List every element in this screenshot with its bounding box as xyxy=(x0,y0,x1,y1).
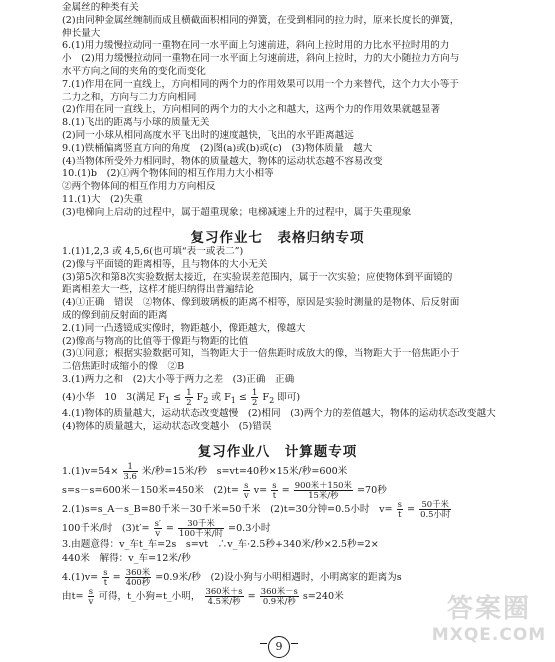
numerator: 900米＋150米 xyxy=(294,480,352,490)
watermark-logo xyxy=(429,588,549,658)
denominator: 2 xyxy=(186,397,192,407)
text-line: 小 (2)用力缓慢拉动同一重物在同一水平面上匀速前进，斜向上拉时，力的大小随拉力方向与 xyxy=(62,53,460,65)
text-line: (2)像与平面镜的距离相等，且与物体的大小无关 xyxy=(62,258,268,270)
section-heading-7: 复习作业七 表格归纳专项 xyxy=(190,230,365,246)
text-line: 6.(1)用力缓慢拉动同一重物在同一水平面上匀速前进，斜向上拉时用的力比水平拉时用的力 xyxy=(62,40,450,52)
text-line: (3)①同意；根据实验数据可知，当物距大于一倍焦距时成放大的像，当物距大于一倍焦距小于 xyxy=(62,348,460,360)
math-text: =0.3小时 xyxy=(228,523,271,534)
fraction xyxy=(125,568,151,587)
math-text: F xyxy=(196,392,204,403)
text-line: (2)作用在同一直线上，方向相同的两个力的大小之和越大，这两个力的作用效果就越显著 xyxy=(62,104,441,116)
fraction-line xyxy=(62,388,544,407)
fraction xyxy=(102,568,108,587)
math-text: F xyxy=(262,392,270,403)
denominator: t xyxy=(103,577,108,587)
text-line: 7.(1)作用在同一直线上，方向相同的两个力的作用效果可以用一个力来替代，这个力大小等于 xyxy=(62,78,459,90)
math-text: v= xyxy=(253,485,268,496)
text-line: (3)第5次和第8次实验数据太接近，在实验误差范围内，属于一次实验；应使物体到平面镜的 xyxy=(62,271,453,283)
math-text: 可得，t_小狗=t_小明， xyxy=(98,591,201,602)
subscript: 1 xyxy=(164,395,171,405)
fraction xyxy=(260,587,299,606)
math-text: (4)小华 10 3(满足 F xyxy=(62,392,165,403)
math-text: 米/秒=15米/秒 s=vt=40秒×15米/秒=600米 xyxy=(141,466,348,477)
text-line: 金属丝的种类有关 xyxy=(62,2,139,13)
math-text: ≤ xyxy=(173,392,182,403)
text-line: 二力之和，方向与二力方向相同 xyxy=(62,91,197,103)
fraction xyxy=(251,388,258,407)
denominator: 2 xyxy=(252,397,258,407)
math-text: = xyxy=(247,591,256,602)
text-line: (4)①正确 错误 ②物体、像到玻璃板的距离不相等，原因是实验时测量的是物体、后反射面 xyxy=(62,297,460,309)
answer-block-3 xyxy=(62,408,540,434)
section-heading-8: 复习作业八 计算题专项 xyxy=(197,444,358,460)
denominator: 0.9米/秒 xyxy=(262,596,296,606)
math-row xyxy=(62,462,544,481)
numerator: s xyxy=(244,480,249,490)
text-line: 9.(1)铁桶偏离竖直方向的角度 (2)图(a)或(b)或(c) (3)物体质量 越大 xyxy=(62,142,373,154)
fraction xyxy=(419,500,451,519)
subscript: 2 xyxy=(203,395,209,405)
numerator: s xyxy=(397,499,402,509)
subscript: 1 xyxy=(230,395,236,405)
numerator: 360米 xyxy=(125,567,151,577)
numerator: s xyxy=(103,567,108,577)
math-text: 即可) xyxy=(277,392,301,403)
numerator: 360米－s xyxy=(260,586,298,596)
math-text: =600米－150米=450米 (2)t= xyxy=(94,485,239,496)
math-text: = xyxy=(407,504,416,515)
fraction xyxy=(294,481,353,500)
fraction xyxy=(271,481,277,500)
denominator: 0.5小时 xyxy=(420,509,451,519)
text-line: ②两个物体间的相互作用力方向相反 xyxy=(62,181,216,193)
math-text: 440米 解得：v_车=12米/秒 xyxy=(62,553,191,564)
text-line: 1.(1)1,2,3 或 4,5,6(也可填“表一或表二”) xyxy=(62,246,244,257)
numerator: 1 xyxy=(186,387,192,397)
numerator: 360米＋s xyxy=(205,586,243,596)
fraction xyxy=(243,481,250,500)
text-line: 伸长量大 xyxy=(62,27,101,39)
text-line: 水平方向之间的夹角的变化而变化 xyxy=(62,65,206,77)
math-text: = xyxy=(165,523,174,534)
denominator: 3.6 xyxy=(123,471,137,481)
math-text: 由t= xyxy=(62,591,84,602)
text-line: (4)当物体所受外力相同时，物体的质量越大，物体的运动状态越不容易改变 xyxy=(62,155,383,167)
fraction xyxy=(123,462,138,481)
text-line: 成的像到前反射面的距离 xyxy=(62,309,168,321)
text-line: (3)电梯向上启动的过程中，属于超重现象；电梯减速上升的过程中，属于失重现象 xyxy=(62,206,412,218)
numerator: 30千米 xyxy=(178,519,224,529)
text-line: (2)像高与物高的比值等于像距与物距的比值 xyxy=(62,335,249,347)
math-text: 1.(1)v=54× xyxy=(62,466,119,477)
denominator: 15米/秒 xyxy=(308,490,339,500)
text-line: 11.(1)大 (2)失重 xyxy=(62,193,143,205)
text-line: 4.(1)物体的质量越大，运动状态改变越慢 (2)相同 (3)两个力的差值越大，物体的运动状态改变越大 xyxy=(62,408,496,419)
math-text: 2.(1)s=s_A－s_B=80千米－30千米=50千米 (2)t=30分钟=0.5小时 v= xyxy=(62,504,393,515)
denominator: v xyxy=(243,490,249,500)
math-row xyxy=(62,519,544,538)
math-text: 100千米/时 (3)t′= xyxy=(62,523,150,534)
denominator: t xyxy=(398,509,402,519)
watermark-url: MXQE.COM xyxy=(431,625,547,645)
text-line: 8.(1)飞出的距离与小球的质量无关 xyxy=(62,117,210,129)
text-line: 3.(1)两力之和 (2)大小等于两力之差 (3)正确 正确 xyxy=(62,373,295,385)
text-line: 2.(1)同一凸透镜成实像时，物距越小，像距越大，像越大 xyxy=(62,322,306,334)
math-text: = xyxy=(112,572,121,583)
math-text: s xyxy=(62,485,67,496)
text-line: (4)物体的质量越大，运动状态改变越小 (5)错误 xyxy=(62,420,272,432)
fraction xyxy=(178,519,224,538)
text-line: 距离相差大一些，这样才能归纳得出普遍结论 xyxy=(62,284,254,296)
text-line: 二倍焦距时成缩小的像 ②B xyxy=(62,361,185,373)
math-row xyxy=(62,568,544,587)
math-text: 或 F xyxy=(211,392,231,403)
denominator: 400秒 xyxy=(125,577,151,587)
fraction xyxy=(154,519,162,538)
denominator: t xyxy=(272,490,277,500)
fraction xyxy=(88,587,95,606)
math-row xyxy=(62,500,544,519)
denominator: v xyxy=(155,528,161,538)
math-row xyxy=(62,538,544,552)
answer-block-2 xyxy=(62,246,540,387)
numerator: 1 xyxy=(123,462,138,472)
math-text: =70秒 xyxy=(356,485,387,496)
numerator: s xyxy=(272,480,277,490)
text-line: 10.(1)b (2)①两个物体间的相互作用力大小相等 xyxy=(62,168,274,180)
math-row xyxy=(62,481,544,500)
answer-block-1 xyxy=(62,2,540,220)
text-line: (2)由同种金属丝缠制而成且横截面积相同的弹簧，在受到相同的拉力时，原来长度长的弹簧， xyxy=(62,14,460,26)
numerator: s′ xyxy=(154,518,161,528)
math-text: =s xyxy=(66,485,80,496)
page-number: 9 xyxy=(268,636,290,658)
math-row xyxy=(62,552,544,568)
numerator: 1 xyxy=(252,387,258,397)
fraction xyxy=(205,587,244,606)
calculation-answers xyxy=(62,462,544,606)
subscript: 2 xyxy=(269,395,275,405)
text-line: (2)同一小球从相同高度水平飞出时的速度越快，飞出的水平距离越远 xyxy=(62,129,354,141)
math-text: =0.9米/秒 (2)设小狗与小明相遇时，小明离家的距离为s xyxy=(155,572,402,583)
numerator: 50千米 xyxy=(419,500,451,510)
denominator: 4.5米/秒 xyxy=(207,596,241,606)
watermark-text: 答案圈 xyxy=(446,594,531,624)
math-text: = xyxy=(281,485,290,496)
math-text: ≤ xyxy=(238,392,247,403)
fraction xyxy=(397,500,403,519)
math-text: 4.(1)v= xyxy=(62,572,99,583)
fraction xyxy=(185,388,192,407)
denominator: 100千米/时 xyxy=(179,528,223,538)
math-text: s=240米 xyxy=(302,591,344,602)
numerator: s xyxy=(88,586,94,596)
math-text: －s xyxy=(79,485,95,496)
math-text: 3.由题意得：v_车t_车=2s s=vt ∴v_车·2.5秒+340米/秒×2.5秒=2× xyxy=(62,539,379,550)
denominator: v xyxy=(88,596,94,606)
